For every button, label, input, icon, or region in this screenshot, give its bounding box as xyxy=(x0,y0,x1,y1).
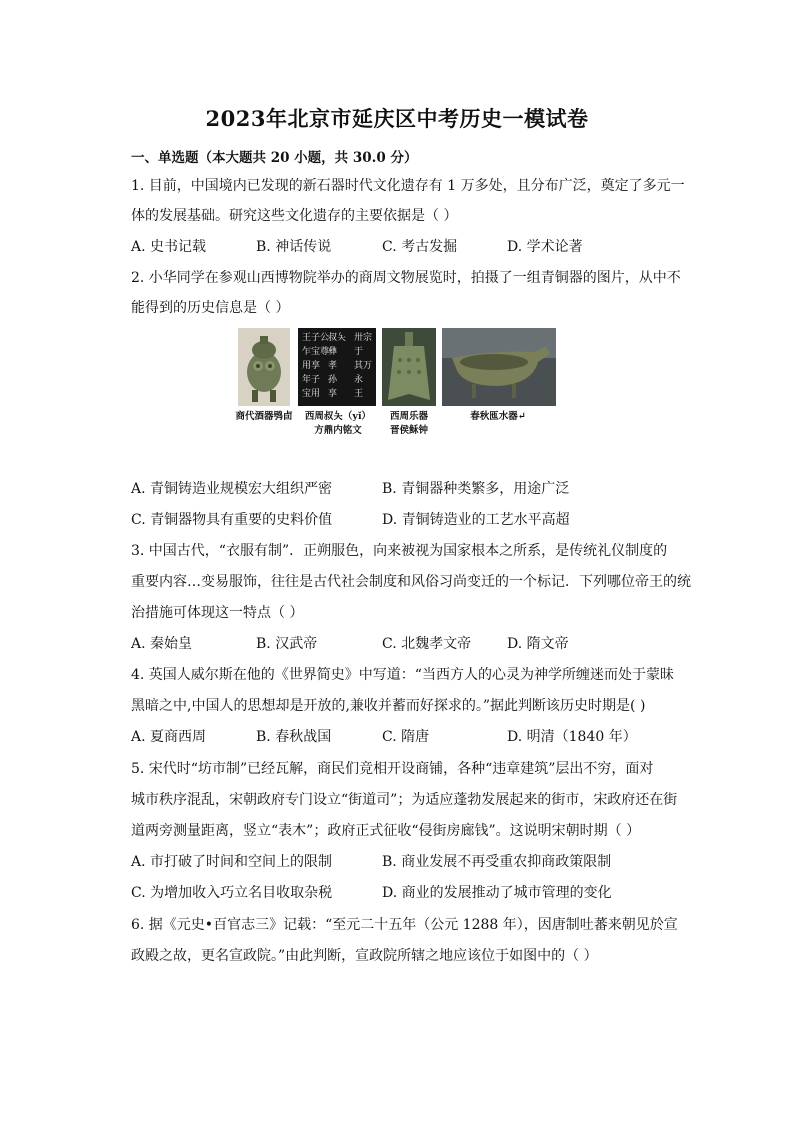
svg-text:于: 于 xyxy=(354,347,364,357)
svg-text:用享: 用享 xyxy=(302,361,321,371)
question-2-line-1: 2. 小华同学在参观山西博物院举办的商周文物展览时，拍摄了一组青铜器的图片，从中不 xyxy=(131,270,681,286)
q3-option-b[interactable]: B. 汉武帝 xyxy=(256,636,318,652)
question-5-line-1: 5. 宋代时“坊市制”已经瓦解，商民们竞相开设商铺，各种“违章建筑”层出不穷，面对 xyxy=(131,761,654,777)
question-4-line-1: 4. 英国人威尔斯在他的《世界简史》中写道：“当西方人的心灵为神学所缠迷而处于蒙昧 xyxy=(131,667,674,683)
question-5-line-2: 城市秩序混乱，宋朝政府专门设立“街道司”；为适应蓬勃发展起来的街市，宋政府还在街 xyxy=(131,792,678,808)
question-3-line-2: 重要内容…变易服饰，往往是古代社会制度和风俗习尚变迁的一个标记．下列哪位帝王的统 xyxy=(131,574,691,590)
page-title: 2023年北京市延庆区中考历史一模试卷 xyxy=(205,106,589,131)
svg-text:享: 享 xyxy=(328,389,338,399)
figure-caption-owl: 商代酒器鸮卣 xyxy=(235,411,293,422)
question-3-line-3: 治措施可体现这一特点（ ） xyxy=(131,605,304,621)
svg-text:叔夨: 叔夨 xyxy=(328,333,347,343)
figure-caption-inscription-1: 西周叔夨（yǐ） xyxy=(304,411,372,422)
figure-caption-yi: 春秋匜水器↵ xyxy=(470,411,526,422)
q3-option-d[interactable]: D. 隋文帝 xyxy=(507,636,569,652)
q1-option-d[interactable]: D. 学术论著 xyxy=(507,239,583,255)
q2-option-a[interactable]: A. 青铜铸造业规模宏大组织严密 xyxy=(131,481,333,497)
svg-text:卅宗: 卅宗 xyxy=(354,333,373,343)
question-2-line-2: 能得到的历史信息是（ ） xyxy=(131,300,290,316)
bronze-bell-image xyxy=(382,328,436,406)
q1-option-a[interactable]: A. 史书记载 xyxy=(131,239,207,255)
bronze-figure-group xyxy=(235,328,558,436)
figure-caption-bell-1: 西周乐器 xyxy=(389,411,428,422)
svg-text:宝用: 宝用 xyxy=(302,389,321,399)
q5-option-c[interactable]: C. 为增加收入巧立名目收取杂税 xyxy=(131,885,333,901)
q4-option-d[interactable]: D. 明清（1840 年） xyxy=(507,729,637,745)
svg-text:王子公: 王子公 xyxy=(302,333,330,343)
svg-text:乍宝尊: 乍宝尊 xyxy=(302,347,330,357)
figure-caption-bell-2: 晋侯稣钟 xyxy=(389,425,428,436)
svg-text:彝: 彝 xyxy=(328,347,338,357)
figure-caption-inscription-2: 方鼎内铭文 xyxy=(314,425,362,436)
svg-text:其万: 其万 xyxy=(354,361,373,371)
svg-text:王: 王 xyxy=(354,389,364,399)
svg-text:孙: 孙 xyxy=(328,375,338,385)
section-heading: 一、单选题（本大题共 20 小题，共 30.0 分） xyxy=(131,150,418,166)
q2-option-b[interactable]: B. 青铜器种类繁多，用途广泛 xyxy=(382,481,570,497)
owl-vessel-image xyxy=(238,328,290,406)
question-6-line-1: 6. 据《元史•百官志三》记载：“至元二十五年（公元 1288 年），因唐制吐蕃来朝见於宣 xyxy=(131,917,678,933)
q4-option-b[interactable]: B. 春秋战国 xyxy=(256,729,332,745)
q5-option-d[interactable]: D. 商业的发展推动了城市管理的变化 xyxy=(382,885,612,901)
question-1-line-2: 体的发展基础。研究这些文化遗存的主要依据是（ ） xyxy=(131,208,458,224)
inscription-rubbing-image xyxy=(298,328,376,406)
question-4-line-2: 黑暗之中,中国人的思想却是开放的,兼收并蓄而好探求的。”据此判断该历史时期是( ) xyxy=(131,698,646,714)
q4-option-a[interactable]: A. 夏商西周 xyxy=(131,729,207,745)
svg-text:永: 永 xyxy=(354,375,364,385)
question-5-line-3: 道两旁测量距离，竖立“表木”；政府正式征收“侵街房廊钱”。这说明宋朝时期（ ） xyxy=(131,823,641,839)
q2-option-c[interactable]: C. 青铜器物具有重要的史料价值 xyxy=(131,512,333,528)
q3-option-c[interactable]: C. 北魏孝文帝 xyxy=(382,636,472,652)
q5-option-b[interactable]: B. 商业发展不再受重农抑商政策限制 xyxy=(382,854,612,870)
q2-option-d[interactable]: D. 青铜铸造业的工艺水平高超 xyxy=(382,512,570,528)
question-1-line-1: 1. 目前，中国境内已发现的新石器时代文化遗存有 1 万多处，且分布广泛，奠定了多元一 xyxy=(131,178,685,194)
yi-vessel-image xyxy=(442,328,556,406)
q5-option-a[interactable]: A. 市打破了时间和空间上的限制 xyxy=(131,854,333,870)
q1-option-b[interactable]: B. 神话传说 xyxy=(256,239,332,255)
q4-option-c[interactable]: C. 隋唐 xyxy=(382,729,430,745)
svg-text:年子: 年子 xyxy=(302,375,321,385)
q1-option-c[interactable]: C. 考古发掘 xyxy=(382,239,458,255)
svg-text:孝: 孝 xyxy=(328,361,338,371)
question-6-line-2: 政殿之故，更名宣政院。”由此判断，宣政院所辖之地应该位于如图中的（ ） xyxy=(131,948,598,964)
question-3-line-1: 3. 中国古代，“衣服有制”．正朔服色，向来被视为国家根本之所系，是传统礼仪制度的 xyxy=(131,543,668,559)
q3-option-a[interactable]: A. 秦始皇 xyxy=(131,636,193,652)
